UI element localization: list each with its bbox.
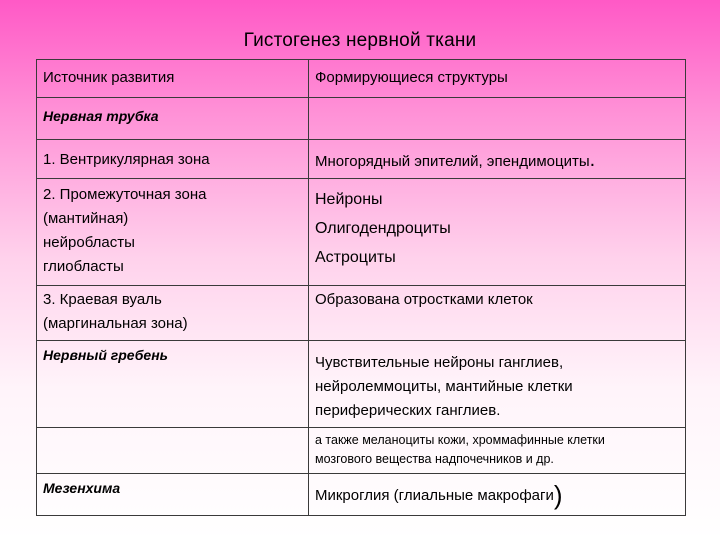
intermediate-zone-structures xyxy=(309,179,686,286)
neural-crest-text-line: нейролеммоциты, мантийные клетки xyxy=(315,378,573,395)
neural-crest-extra-line: мозгового вещества надпочечников и др. xyxy=(315,452,554,466)
mesenchyme-paren: ) xyxy=(553,480,563,510)
intermediate-text-line: Нейроны xyxy=(315,191,383,208)
intermediate-label-line: (мантийная) xyxy=(43,210,129,227)
mesenchyme-text: Микроглия (глиальные макрофаги xyxy=(315,487,554,504)
ventricular-text: Многорядный эпителий, эпендимоциты xyxy=(315,153,590,170)
mesenchyme-label: Мезенхима xyxy=(37,474,309,516)
mesenchyme-structures xyxy=(309,474,686,516)
neural-tube-empty-cell xyxy=(309,98,686,140)
marginal-zone-label xyxy=(37,286,309,341)
neural-crest-extra-line: а также меланоциты кожи, хроммафинные клетки xyxy=(315,433,605,447)
marginal-label-line: (маргинальная зона) xyxy=(43,315,188,332)
intermediate-text-line: Астроциты xyxy=(315,249,396,266)
table-row xyxy=(37,428,686,474)
marginal-label-line: 3. Краевая вуаль xyxy=(43,291,162,308)
neural-crest-empty-cell xyxy=(37,428,309,474)
intermediate-text-line: Олигодендроциты xyxy=(315,220,451,237)
table-row xyxy=(37,98,686,140)
intermediate-label-line: глиобласты xyxy=(43,258,124,275)
histogenesis-table xyxy=(36,59,686,516)
neural-tube-label: Нервная трубка xyxy=(37,98,309,140)
table-row xyxy=(37,474,686,516)
neural-crest-text-line: периферических ганглиев. xyxy=(315,402,501,419)
table-row xyxy=(37,179,686,286)
header-row xyxy=(37,60,686,98)
neural-crest-extra xyxy=(309,428,686,474)
neural-crest-label: Нервный гребень xyxy=(37,341,309,428)
table-row xyxy=(37,140,686,179)
marginal-zone-structures: Образована отростками клеток xyxy=(309,286,686,341)
header-source: Источник развития xyxy=(37,60,309,98)
page-title: Гистогенез нервной ткани xyxy=(243,30,477,51)
intermediate-label-line: нейробласты xyxy=(43,234,135,251)
ventricular-zone-label: 1. Вентрикулярная зона xyxy=(37,140,309,179)
neural-crest-structures xyxy=(309,341,686,428)
header-structures: Формирующиеся структуры xyxy=(309,60,686,98)
table-row xyxy=(37,286,686,341)
intermediate-label-line: 2. Промежуточная зона xyxy=(43,186,207,203)
ventricular-end: . xyxy=(589,149,596,171)
intermediate-zone-label xyxy=(37,179,309,286)
neural-crest-text-line: Чувствительные нейроны ганглиев, xyxy=(315,354,564,371)
ventricular-zone-structures xyxy=(309,140,686,179)
table-row xyxy=(37,341,686,428)
